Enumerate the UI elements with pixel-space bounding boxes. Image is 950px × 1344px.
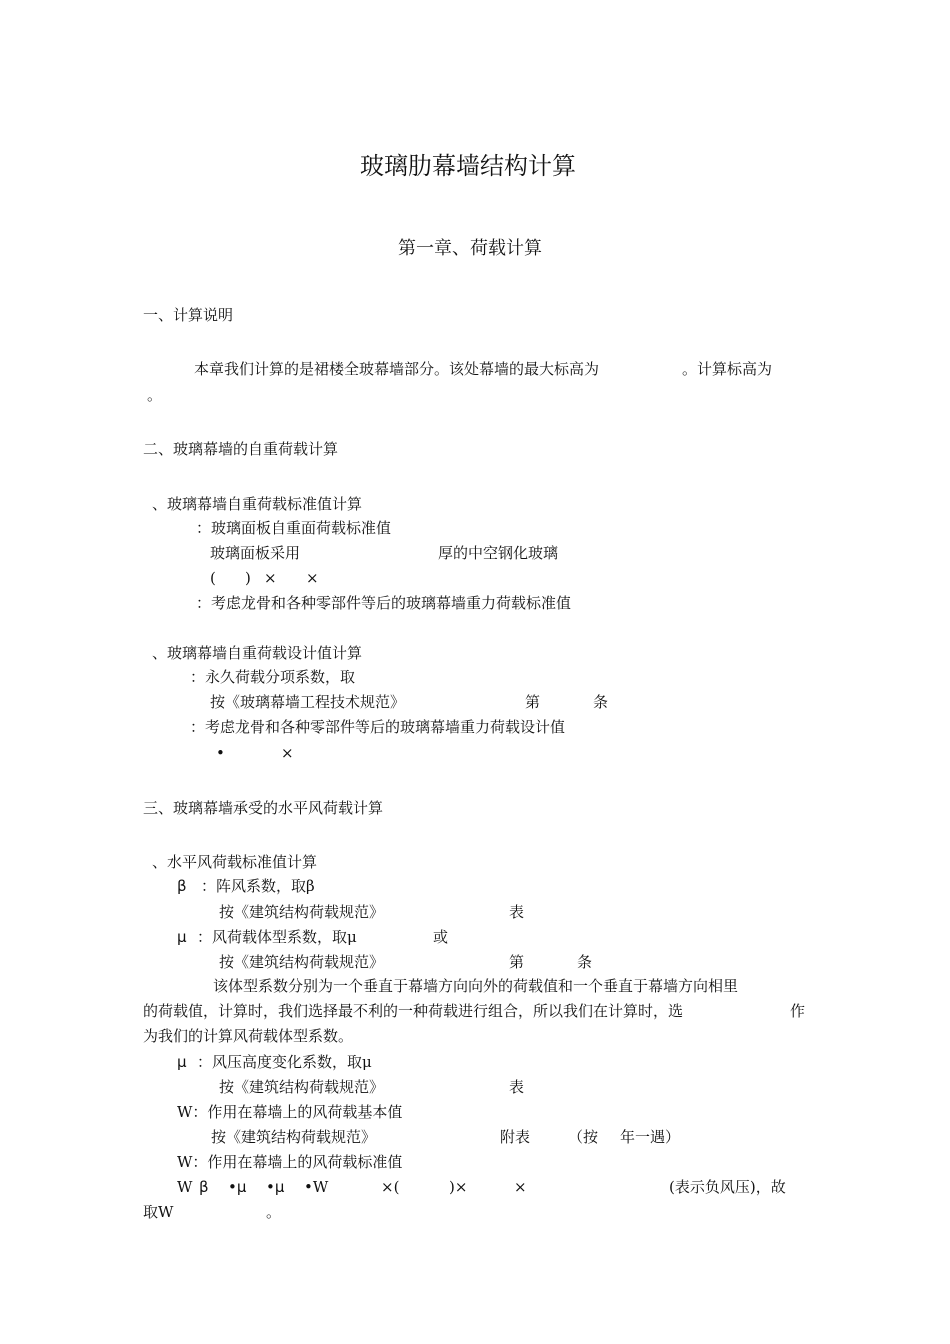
section-1-para-c: 。 [147,386,163,404]
standard-wind-load-line: W：作用在幕墙上的风荷载标准值 [177,1153,403,1171]
gust-factor-ref-b: 表 [509,903,525,921]
formula-times-4: × [514,1178,527,1196]
basic-wind-pressure-ref-c: （按 [568,1128,599,1146]
gust-factor-ref-a: 按《建筑结构荷载规范》 [219,903,385,921]
glass-code-ref-a: 按《玻璃幕墙工程技术规范》 [210,693,406,711]
formula-times-2: × [306,569,319,587]
formula-beta: β [199,1178,209,1196]
basic-wind-pressure-ref-a: 按《建筑结构荷载规范》 [211,1128,377,1146]
glass-code-ref-b: 第 [525,693,541,711]
height-factor-line: ：风压高度变化系数，取μ [197,1053,372,1071]
section-1-heading: 一、计算说明 [143,306,234,324]
section-3-sub-1-heading: 、水平风荷载标准值计算 [152,853,318,871]
permanent-load-factor-line: ：永久荷载分项系数，取 [190,668,356,686]
take-w-text: 取W [143,1203,174,1221]
formula-dot: • [216,744,225,762]
formula-w: W [177,1178,193,1196]
shape-factor-line: ：风荷载体型系数，取μ [197,928,357,946]
mu-s-symbol: μ [177,928,187,946]
chapter-heading: 第一章、荷载计算 [398,238,542,259]
document-title: 玻璃肋幕墙结构计算 [360,152,576,180]
formula-times-open: ×( [381,1178,400,1196]
shape-factor-ref-b: 第 [509,953,525,971]
formula-mu-1: •μ [228,1178,247,1196]
height-factor-ref-a: 按《建筑结构荷载规范》 [219,1078,385,1096]
curtain-wall-weight-standard-line: ：考虑龙骨和各种零部件等后的玻璃幕墙重力荷载标准值 [196,594,572,612]
take-w-period: 。 [266,1203,282,1221]
shape-factor-para-2b: 作 [790,1002,806,1020]
curtain-wall-weight-design-line: ：考虑龙骨和各种零部件等后的玻璃幕墙重力荷载设计值 [190,718,566,736]
section-1-para-a: 本章我们计算的是裙楼全玻幕墙部分。该处幕墙的最大标高为 [194,360,600,378]
basic-wind-pressure-ref-b: 附表 [500,1128,531,1146]
glass-selfweight-line: ：玻璃面板自重面荷载标准值 [196,519,392,537]
section-2-sub-1-heading: 、玻璃幕墙自重荷载标准值计算 [152,495,363,513]
negative-pressure-note: (表示负风压)，故 [669,1178,786,1196]
section-2-sub-2-heading: 、玻璃幕墙自重荷载设计值计算 [152,644,363,662]
basic-wind-pressure-line: W：作用在幕墙上的风荷载基本值 [177,1103,403,1121]
formula-close-times: )× [449,1178,468,1196]
section-2-heading: 二、玻璃幕墙的自重荷载计算 [143,440,339,458]
beta-symbol: β [177,877,187,895]
shape-factor-ref-a: 按《建筑结构荷载规范》 [219,953,385,971]
shape-factor-ref-c: 条 [577,953,593,971]
section-3-heading: 三、玻璃幕墙承受的水平风荷载计算 [143,799,384,817]
basic-wind-pressure-ref-d: 年一遇） [620,1128,681,1146]
mu-z-symbol: μ [177,1053,187,1071]
formula-close-paren: ) [245,569,251,587]
shape-factor-para-3: 为我们的计算风荷载体型系数。 [143,1027,354,1045]
glass-code-ref-c: 条 [593,693,609,711]
formula-mu-2: •μ [266,1178,285,1196]
formula-times-1: × [264,569,277,587]
shape-factor-para-2a: 的荷载值，计算时，我们选择最不利的一种荷载进行组合，所以我们在计算时，选 [143,1002,684,1020]
formula-open-paren: ( [210,569,216,587]
glass-panel-text-a: 玻璃面板采用 [210,544,301,562]
height-factor-ref-b: 表 [509,1078,525,1096]
formula-w0: •W [304,1178,329,1196]
shape-factor-para-1: 该体型系数分别为一个垂直于幕墙方向向外的荷载值和一个垂直于幕墙方向相里 [213,977,739,995]
shape-factor-or: 或 [433,928,449,946]
formula-times-3: × [281,744,294,762]
section-1-para-b: 。计算标高为 [682,360,773,378]
glass-panel-text-b: 厚的中空钢化玻璃 [438,544,559,562]
gust-factor-line: ：阵风系数，取β [201,877,315,895]
